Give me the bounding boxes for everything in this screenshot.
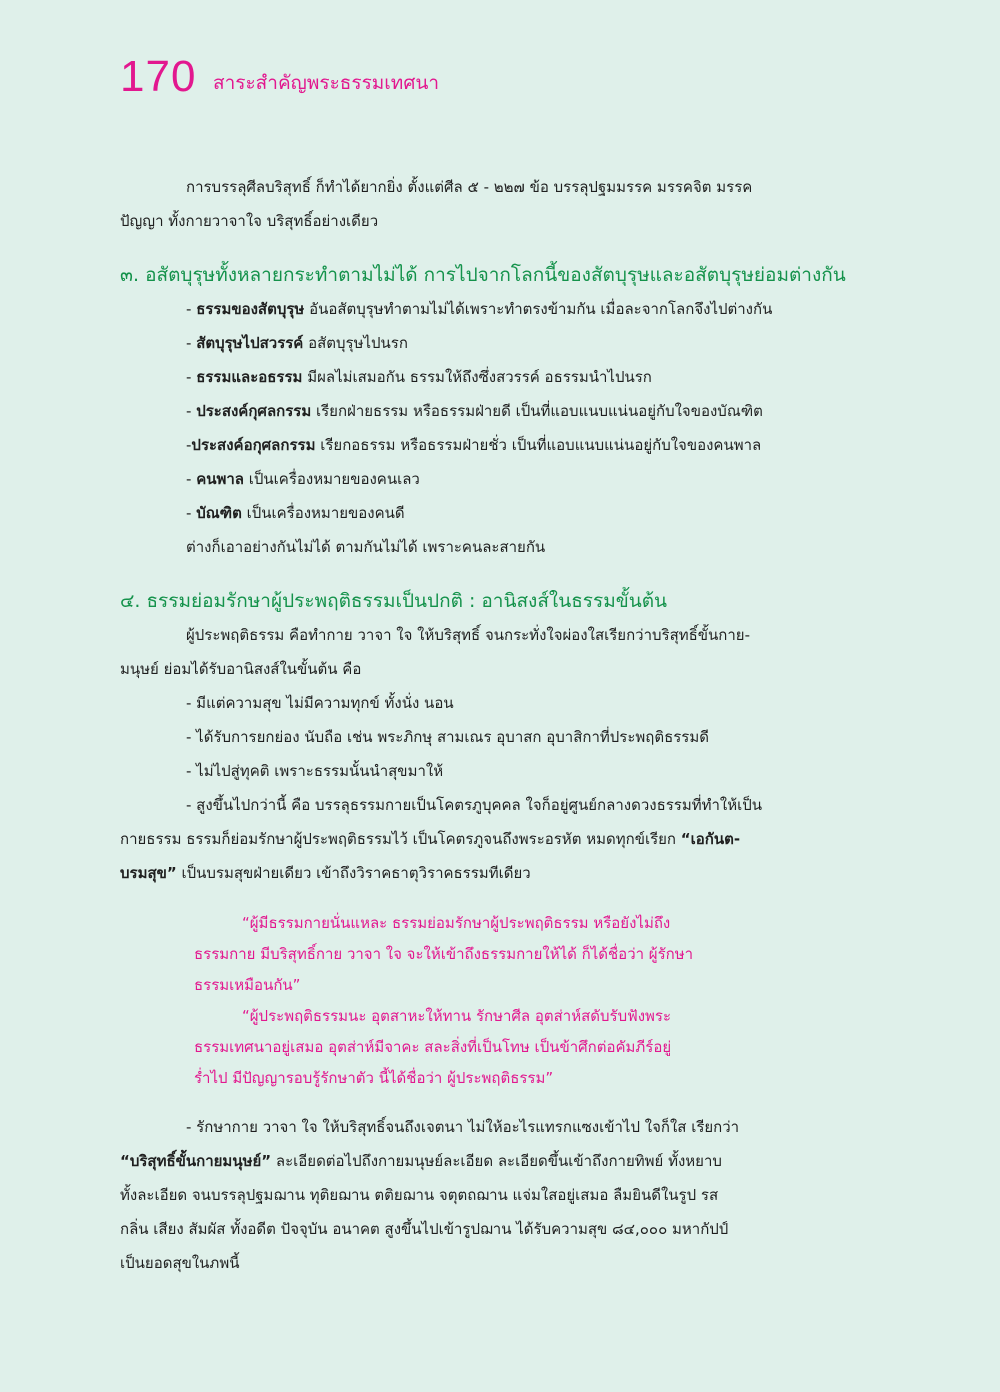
section-3-item: - ธรรมและอธรรม มีผลไม่เสมอกัน ธรรมให้ถึงซึ่งสวรรค์ อธรรมนำไปนรก	[186, 368, 652, 386]
item-term: ธรรมของสัตบุรุษ	[196, 300, 305, 318]
final-line-3: ทั้งละเอียด จนบรรลุปฐมฌาน ทุติยฌาน ตติยฌาน จตุตถฌาน แจ่มใสอยู่เสมอ ลืมยินดีในรูป รส	[120, 1186, 719, 1204]
section-4-intro-line-1: ผู้ประพฤติธรรม คือทำกาย วาจา ใจ ให้บริสุทธิ์ จนกระทั่งใจผ่องใสเรียกว่าบริสุทธิ์ขั้นกาย-	[186, 626, 750, 644]
section-4-intro-line-2: มนุษย์ ย่อมได้รับอานิสงส์ในขั้นต้น คือ	[120, 660, 362, 678]
page-body	[120, 170, 850, 1280]
section-3-item: - ธรรมของสัตบุรุษ อันอสัตบุรุษทำตามไม่ได้เพราะทำตรงข้ามกัน เมื่อละจากโลกจึงไปต่างกัน	[186, 300, 773, 318]
item-term: ประสงค์อกุศลกรรม	[191, 436, 316, 454]
quote-1-line-1: “ผู้มีธรรมกายนั่นแหละ ธรรมย่อมรักษาผู้ประพฤติธรรม หรือยังไม่ถึง	[242, 914, 671, 932]
quote-block	[194, 908, 784, 1094]
section-3-item: - บัณฑิต เป็นเครื่องหมายของคนดี	[186, 504, 405, 522]
section-4-higher-paragraph	[120, 788, 850, 890]
quote-2-line-2: ธรรมเทศนาอยู่เสมอ อุตส่าห์มีจาคะ สละสิ่งที่เป็นโทษ เป็นข้าศึกต่อคัมภีร์อยู่	[194, 1038, 672, 1056]
final-paragraph	[120, 1110, 850, 1280]
section-3-item: - ประสงค์กุศลกรรม เรียกฝ่ายธรรม หรือธรรมฝ่ายดี เป็นที่แอบแนบแน่นอยู่กับใจของบัณฑิต	[186, 402, 763, 420]
quote-2-line-3: ร่ำไป มีปัญญารอบรู้รักษาตัว นี้ได้ชื่อว่า ผู้ประพฤติธรรม”	[194, 1069, 554, 1087]
term-pure-human-body: “บริสุทธิ์ขั้นกายมนุษย์”	[120, 1152, 272, 1170]
section-3-closing: ต่างก็เอาอย่างกันไม่ได้ ตามกันไม่ได้ เพราะคนละสายกัน	[186, 538, 546, 556]
section-3-item: -ประสงค์อกุศลกรรม เรียกอธรรม หรือธรรมฝ่ายชั่ว เป็นที่แอบแนบแน่นอยู่กับใจของคนพาล	[186, 436, 762, 454]
final-line-5: เป็นยอดสุขในภพนี้	[120, 1254, 240, 1272]
section-4-item: - ไม่ไปสู่ทุคติ เพราะธรรมนั้นนำสุขมาให้	[186, 762, 444, 780]
term-paramasukha: บรมสุข”	[120, 864, 177, 882]
final-line-1: - รักษากาย วาจา ใจ ให้บริสุทธิ์จนถึงเจตนา ไม่ให้อะไรแทรกแซงเข้าไป ใจก็ใส เรียกว่า	[186, 1118, 740, 1136]
intro-line-1: การบรรลุศีลบริสุทธิ์ ก็ทำได้ยากยิ่ง ตั้งแต่ศีล ๕ - ๒๒๗ ข้อ บรรลุปฐมมรรค มรรคจิต มรรค	[186, 178, 753, 196]
running-title: สาระสำคัญพระธรรมเทศนา	[213, 72, 440, 94]
section-4-item: - ได้รับการยกย่อง นับถือ เช่น พระภิกษุ สามเณร อุบาสก อุบาสิกาที่ประพฤติธรรมดี	[186, 728, 709, 746]
section-3-item: - สัตบุรุษไปสวรรค์ อสัตบุรุษไปนรก	[186, 334, 408, 352]
page-number: 170	[120, 52, 197, 101]
section-3-heading: ๓. อสัตบุรุษทั้งหลายกระทำตามไม่ได้ การไปจากโลกนี้ของสัตบุรุษและอสัตบุรุษย่อมต่างกัน	[120, 264, 846, 286]
final-line-2: ละเอียดต่อไปถึงกายมนุษย์ละเอียด ละเอียดขึ้นเข้าถึงกายทิพย์ ทั้งหยาบ	[271, 1152, 722, 1170]
item-term: คนพาล	[196, 470, 244, 488]
section-4-heading: ๔. ธรรมย่อมรักษาผู้ประพฤติธรรมเป็นปกติ : อานิสงส์ในธรรมขั้นต้น	[120, 590, 668, 612]
section-4-item: - มีแต่ความสุข ไม่มีความทุกข์ ทั้งนั่ง นอน	[186, 694, 454, 712]
item-term: บัณฑิต	[196, 504, 242, 522]
item-term: สัตบุรุษไปสวรรค์	[196, 334, 304, 352]
item-term: ประสงค์กุศลกรรม	[196, 402, 312, 420]
intro-line-2: ปัญญา ทั้งกายวาจาใจ บริสุทธิ์อย่างเดียว	[120, 212, 379, 230]
higher-line-1: - สูงขึ้นไปกว่านี้ คือ บรรลุธรรมกายเป็นโคตรภูบุคคล ใจก็อยู่ศูนย์กลางดวงธรรมที่ทำให้เป็น	[186, 796, 763, 814]
final-line-4: กลิ่น เสียง สัมผัส ทั้งอดีต ปัจจุบัน อนาคต สูงขึ้นไปเข้ารูปฌาน ได้รับความสุข ๘๔,๐๐๐ มหากัปป์	[120, 1220, 729, 1238]
quote-1-line-3: ธรรมเหมือนกัน”	[194, 976, 301, 994]
term-ekanta: “เอกันต-	[680, 830, 741, 848]
quote-2-line-1: “ผู้ประพฤติธรรมนะ อุตสาหะให้ทาน รักษาศีล อุตส่าห์สดับรับฟังพระ	[242, 1007, 672, 1025]
section-3-item: - คนพาล เป็นเครื่องหมายของคนเลว	[186, 470, 420, 488]
section-4-intro	[120, 618, 850, 686]
quote-1-line-2: ธรรมกาย มีบริสุทธิ์กาย วาจา ใจ จะให้เข้าถึงธรรมกายให้ได้ ก็ได้ชื่อว่า ผู้รักษา	[194, 945, 694, 963]
item-term: ธรรมและอธรรม	[196, 368, 303, 386]
intro-paragraph	[120, 170, 850, 238]
higher-line-3: เป็นบรมสุขฝ่ายเดียว เข้าถึงวิราคธาตุวิราคธรรมทีเดียว	[176, 864, 531, 882]
higher-line-2: กายธรรม ธรรมก็ย่อมรักษาผู้ประพฤติธรรมไว้ เป็นโคตรภูจนถึงพระอรหัต หมดทุกข์เรียก	[120, 830, 681, 848]
